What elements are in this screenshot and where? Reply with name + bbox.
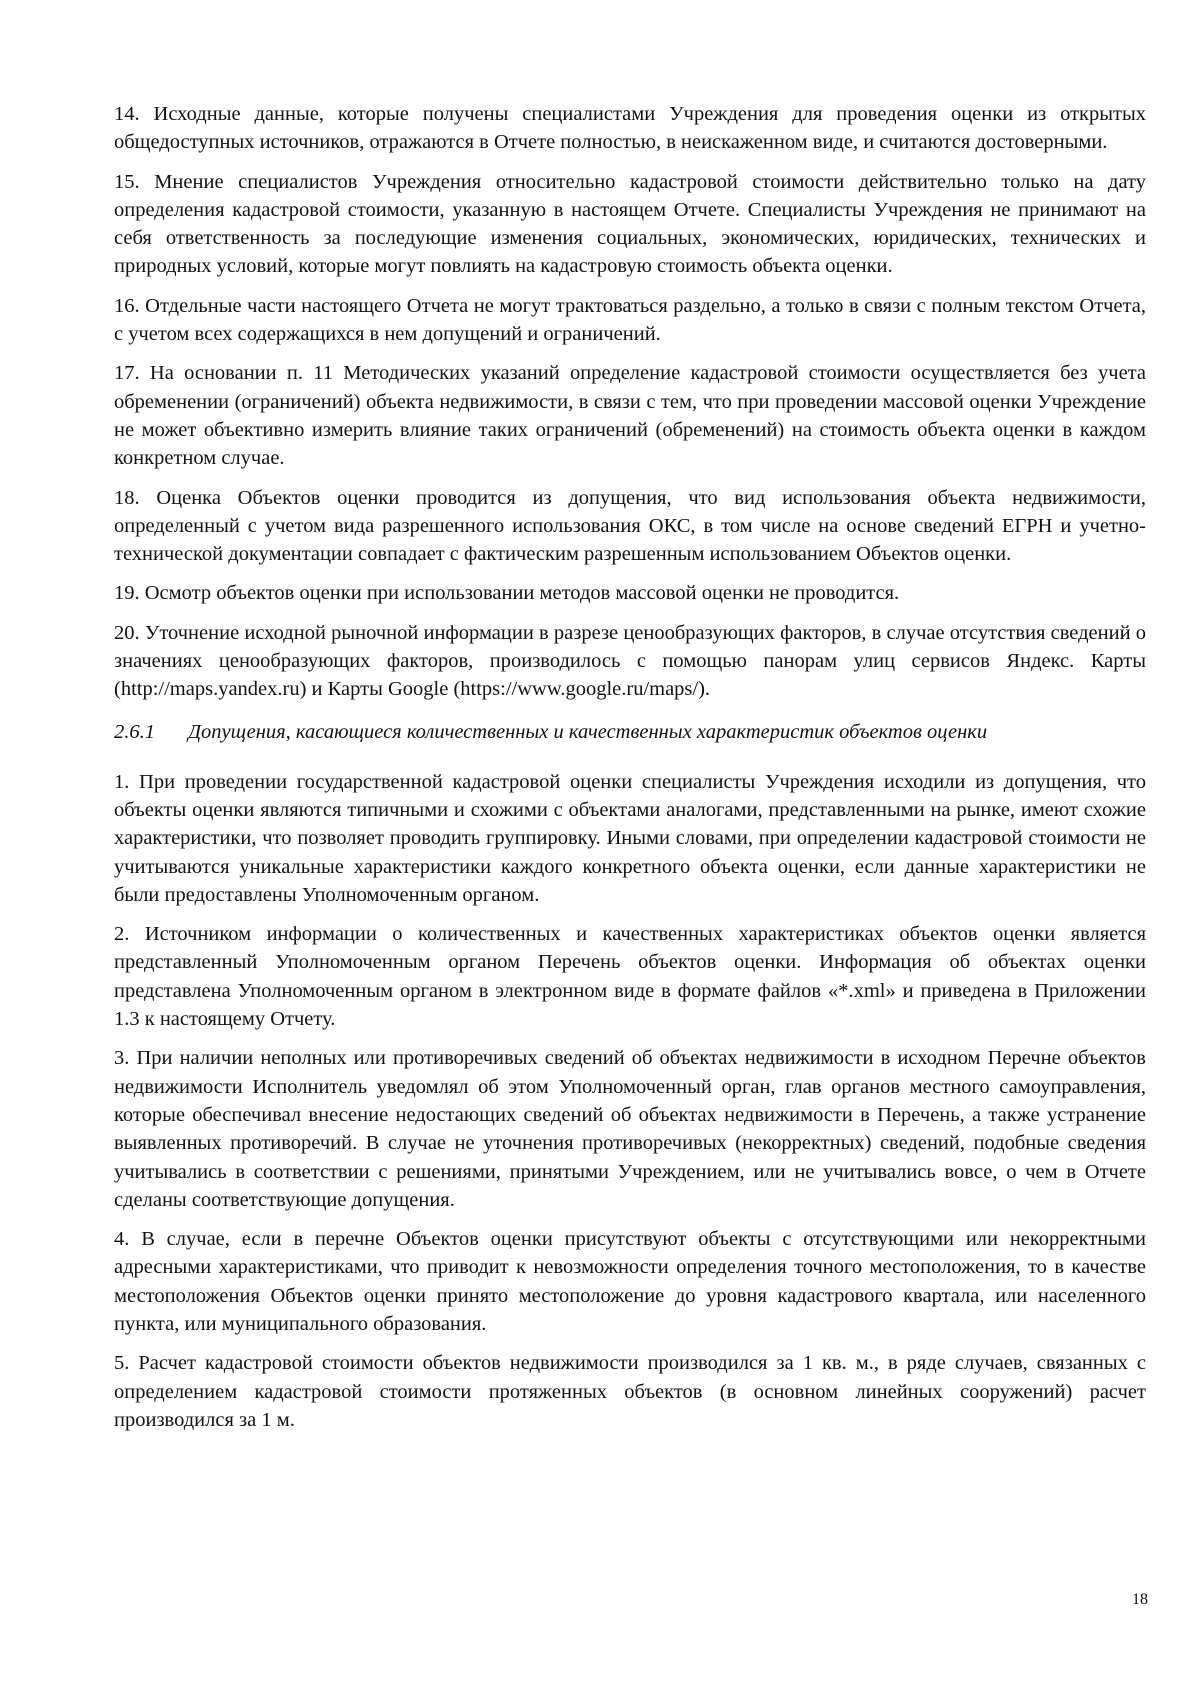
paragraph-15: 15. Мнение специалистов Учреждения относительно кадастровой стоимости действительно только на дату определения кадастровой стоимости, указанную в настоящем Отчете. Специалисты Учреждения не принимают на себя ответственность за последующие изменения социальных, экономических, юридических, технических и природных условий, которые могут повлиять на кадастровую стоимость объекта оценки.	[114, 170, 1146, 278]
paragraph-16: 16. Отдельные части настоящего Отчета не могут трактоваться раздельно, а только в связи с полным текстом Отчета, с учетом всех содержащихся в нем допущений и ограничений.	[114, 294, 1146, 346]
paragraph-14: 14. Исходные данные, которые получены специалистами Учреждения для проведения оценки из открытых общедоступных источников, отражаются в Отчете полностью, в неискаженном виде, и считаются достоверными.	[114, 103, 1146, 154]
paragraph-19: 19. Осмотр объектов оценки при использовании методов массовой оценки не проводится.	[114, 582, 900, 605]
assumption-paragraph-5: 5. Расчет кадастровой стоимости объектов недвижимости производился за 1 кв. м., в ряде случаев, связанных с определением кадастровой стоимости протяженных объектов (в основном линейных сооружений) расчет производился за 1 м.	[114, 1352, 1146, 1431]
page-body	[114, 100, 1146, 1445]
assumption-paragraph-2: 2. Источником информации о количественных и качественных характеристиках объектов оценки является представленный Уполномоченным органом Перечень объектов оценки. Информация об объектах оценки представлена Уполномоченным органом в электронном виде в формате файлов «*.xml» и приведена в Приложении 1.3 к настоящему Отчету.	[114, 923, 1146, 1031]
assumption-paragraph-1: 1. При проведении государственной кадастровой оценки специалисты Учреждения исходили из допущения, что объекты оценки являются типичными и схожими с объектами аналогами, представленными на рынке, имеют схожие характеристики, что позволяет проводить группировку. Иными словами, при определении кадастровой стоимости не учитываются уникальные характеристики каждого конкретного объекта оценки, если данные характеристики не были предоставлены Уполномоченным органом.	[114, 770, 1146, 906]
paragraph-18: 18. Оценка Объектов оценки проводится из допущения, что вид использования объекта недвижимости, определенный с учетом вида разрешенного использования ОКС, в том числе на основе сведений ЕГРН и учетно-технической документации совпадает с фактическим разрешенным использованием Объектов оценки.	[114, 486, 1146, 566]
section-title: Допущения, касающиеся количественных и качественных характеристик объектов оценки	[188, 720, 988, 743]
assumption-paragraph-3: 3. При наличии неполных или противоречивых сведений об объектах недвижимости в исходном Перечне объектов недвижимости Исполнитель уведомлял об этом Уполномоченный орган, глав органов местного самоуправления, которые обеспечивал внесение недостающих сведений об объектах недвижимости в Перечень, а также устранение выявленных противоречий. В случае не уточнения противоречивых (некорректных) сведений, подобные сведения учитывались в соответствии с решениями, принятыми Учреждением, или не учитывались вовсе, о чем в Отчете сделаны соответствующие допущения.	[114, 1047, 1146, 1211]
section-heading	[114, 718, 1146, 746]
paragraph-17: 17. На основании п. 11 Методических указаний определение кадастровой стоимости осуществляется без учета обременении (ограничений) объекта недвижимости, в связи с тем, что при проведении массовой оценки Учреждение не может объективно измерить влияние таких ограничений (обременений) на стоимость объекта оценки в каждом конкретном случае.	[114, 362, 1146, 470]
assumption-paragraph-4: 4. В случае, если в перечне Объектов оценки присутствуют объекты с отсутствующими или некорректными адресными характеристиками, что приводит к невозможности определения точного местоположения, то в качестве местоположения Объектов оценки принято местоположение до уровня кадастрового квартала, или населенного пункта, или муниципального образования.	[114, 1228, 1146, 1335]
paragraph-20: 20. Уточнение исходной рыночной информации в разрезе ценообразующих факторов, в случае отсутствия сведений о значениях ценообразующих факторов, производилось с помощью панорам улиц сервисов Яндекс. Карты (http://maps.yandex.ru) и Карты Google (https://www.google.ru/maps/).	[114, 621, 1146, 701]
page-number: 18	[1132, 1591, 1148, 1608]
section-number: 2.6.1	[114, 720, 155, 743]
